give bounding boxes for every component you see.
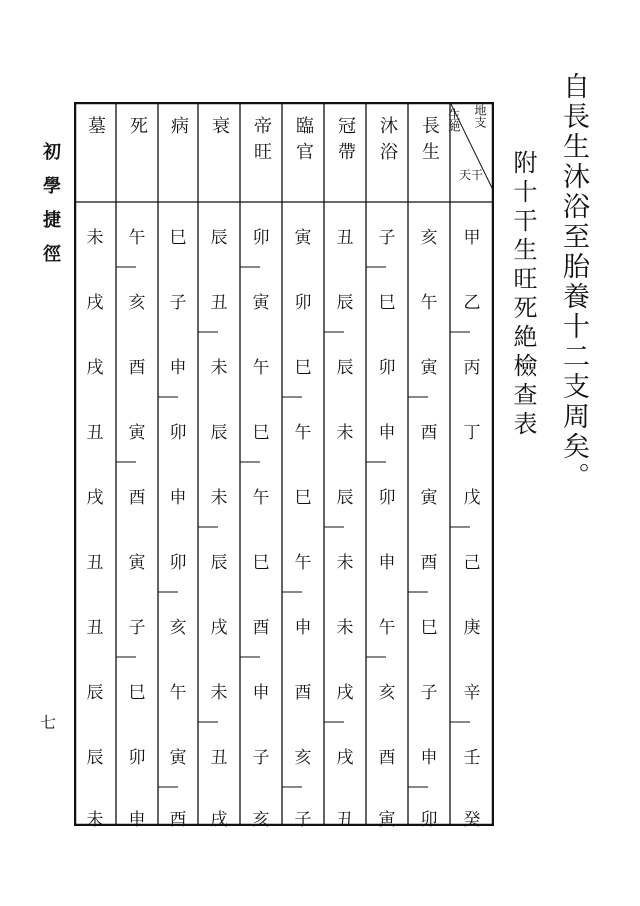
table-cell: 亥 — [252, 809, 270, 830]
table-cell: 酉 — [420, 422, 438, 443]
table-cell: 亥 — [294, 747, 312, 768]
table-cell: 亥 — [169, 617, 187, 638]
column-header-label: 帝旺 — [251, 116, 272, 168]
table-cell: 卯 — [252, 227, 270, 248]
stem-cell: 甲 — [463, 227, 481, 248]
table-cell: 申 — [420, 747, 438, 768]
table-cell: 午 — [378, 617, 396, 638]
column-bing — [158, 102, 198, 830]
table-cell: 子 — [294, 809, 312, 830]
table-cell: 未 — [336, 617, 354, 638]
table-cell: 戌 — [336, 747, 354, 768]
table-cell: 巳 — [420, 617, 438, 638]
table-cell: 戌 — [210, 617, 228, 638]
table-cell: 卯 — [169, 552, 187, 573]
corner-label-life: 生絶 — [447, 108, 461, 132]
table-cell: 亥 — [128, 292, 146, 313]
column-header-label: 病 — [168, 116, 189, 142]
table-cell: 未 — [210, 682, 228, 703]
table-cell: 酉 — [128, 357, 146, 378]
table-cell: 午 — [252, 357, 270, 378]
column-diwang — [240, 102, 282, 830]
table-cell: 午 — [252, 487, 270, 508]
stem-cell: 己 — [463, 552, 481, 573]
table-cell: 亥 — [378, 682, 396, 703]
column-header — [408, 116, 450, 196]
column-header — [324, 116, 366, 196]
stem-cell: 庚 — [463, 617, 481, 638]
table-cell: 巳 — [128, 682, 146, 703]
column-changsheng — [408, 102, 450, 830]
table-cell: 巳 — [294, 487, 312, 508]
table-cell: 辰 — [210, 422, 228, 443]
table-cell: 丑 — [336, 227, 354, 248]
table-cell: 巳 — [294, 357, 312, 378]
table-cell: 申 — [169, 357, 187, 378]
table-cell: 申 — [378, 422, 396, 443]
table-cell: 未 — [86, 809, 104, 830]
stem-cell: 癸 — [463, 809, 481, 830]
stem-cell: 丙 — [463, 357, 481, 378]
table-cell: 辰 — [336, 292, 354, 313]
table-cell: 寅 — [294, 227, 312, 248]
table-cell: 巳 — [378, 292, 396, 313]
table-cell: 申 — [378, 552, 396, 573]
table-cell: 亥 — [420, 227, 438, 248]
table-cell: 戌 — [210, 809, 228, 830]
table-cell: 丑 — [86, 617, 104, 638]
table-cell: 子 — [378, 227, 396, 248]
stem-lifecycle-table — [74, 102, 494, 830]
table-cell: 午 — [420, 292, 438, 313]
table-cell: 午 — [294, 552, 312, 573]
table-title: 附十干生旺死絶檢查表 — [509, 150, 537, 440]
column-header — [198, 116, 240, 196]
table-cell: 寅 — [169, 747, 187, 768]
column-header-label: 臨官 — [293, 116, 314, 168]
table-cell: 巳 — [169, 227, 187, 248]
column-mu — [74, 102, 116, 830]
column-header-label: 冠帶 — [335, 116, 356, 168]
table-cell: 申 — [294, 617, 312, 638]
table-cell: 戌 — [336, 682, 354, 703]
column-muyu — [366, 102, 408, 830]
table-cell: 酉 — [169, 809, 187, 830]
corner-label-stem: 天干 — [459, 168, 484, 182]
table-cell: 酉 — [420, 552, 438, 573]
table-cell: 未 — [210, 487, 228, 508]
column-header — [282, 116, 324, 196]
table-cell: 辰 — [86, 682, 104, 703]
table-cell: 子 — [420, 682, 438, 703]
table-cell: 午 — [128, 227, 146, 248]
table-cell: 辰 — [210, 552, 228, 573]
table-cell: 戌 — [86, 487, 104, 508]
table-cell: 卯 — [294, 292, 312, 313]
table-cell: 寅 — [128, 552, 146, 573]
stem-column — [450, 102, 494, 830]
table-cell: 酉 — [128, 487, 146, 508]
table-cell: 子 — [169, 292, 187, 313]
stem-cell: 丁 — [463, 422, 481, 443]
column-guandai — [324, 102, 366, 830]
stem-cell: 辛 — [463, 682, 481, 703]
stem-cell: 戊 — [463, 487, 481, 508]
table-cell: 申 — [169, 487, 187, 508]
column-header — [116, 116, 158, 196]
column-header-label: 墓 — [85, 116, 106, 142]
table-cell: 寅 — [128, 422, 146, 443]
table-cell: 卯 — [420, 809, 438, 830]
table-cell: 丑 — [86, 422, 104, 443]
table-cell: 丑 — [210, 292, 228, 313]
table-cell: 巳 — [252, 422, 270, 443]
table-cell: 酉 — [294, 682, 312, 703]
table-cell: 申 — [128, 809, 146, 830]
page-number: 七 — [40, 713, 57, 732]
heading-line-1: 自長生沐浴至胎養十二支周矣。 — [558, 72, 589, 492]
table-cell: 巳 — [252, 552, 270, 573]
table-cell: 戌 — [86, 292, 104, 313]
stem-cell: 壬 — [463, 747, 481, 768]
column-header — [74, 116, 116, 196]
table-cell: 午 — [294, 422, 312, 443]
table-cell: 未 — [336, 552, 354, 573]
corner-label-branch: 地支 — [473, 104, 487, 128]
table-cell: 未 — [336, 422, 354, 443]
table-cell: 卯 — [378, 357, 396, 378]
table-cell: 寅 — [252, 292, 270, 313]
table-cell: 寅 — [420, 487, 438, 508]
table-cell: 丑 — [336, 809, 354, 830]
column-header — [240, 116, 282, 196]
table-cell: 子 — [128, 617, 146, 638]
table-cell: 辰 — [336, 357, 354, 378]
table-cell: 寅 — [378, 809, 396, 830]
table-cell: 戌 — [86, 357, 104, 378]
table-cell: 卯 — [128, 747, 146, 768]
column-header-label: 死 — [127, 116, 148, 142]
table-cell: 辰 — [210, 227, 228, 248]
column-shuai — [198, 102, 240, 830]
column-linguan — [282, 102, 324, 830]
table-cell: 丑 — [86, 552, 104, 573]
column-header — [366, 116, 408, 196]
table-cell: 午 — [169, 682, 187, 703]
table-cell: 申 — [252, 682, 270, 703]
book-title: 初學捷徑 — [40, 142, 61, 278]
table-cell: 卯 — [378, 487, 396, 508]
table-cell: 未 — [210, 357, 228, 378]
table-cell: 寅 — [420, 357, 438, 378]
column-header-label: 衰 — [209, 116, 230, 142]
table-cell: 卯 — [169, 422, 187, 443]
column-si — [116, 102, 158, 830]
table-cell: 未 — [86, 227, 104, 248]
stem-cell: 乙 — [463, 292, 481, 313]
table-cell: 子 — [252, 747, 270, 768]
table-cell: 酉 — [252, 617, 270, 638]
column-header — [158, 116, 198, 196]
table-cell: 辰 — [86, 747, 104, 768]
column-header-label: 沐浴 — [377, 116, 398, 168]
table-cell: 辰 — [336, 487, 354, 508]
table-cell: 酉 — [378, 747, 396, 768]
table-cell: 丑 — [210, 747, 228, 768]
column-header-label: 長生 — [419, 116, 440, 168]
